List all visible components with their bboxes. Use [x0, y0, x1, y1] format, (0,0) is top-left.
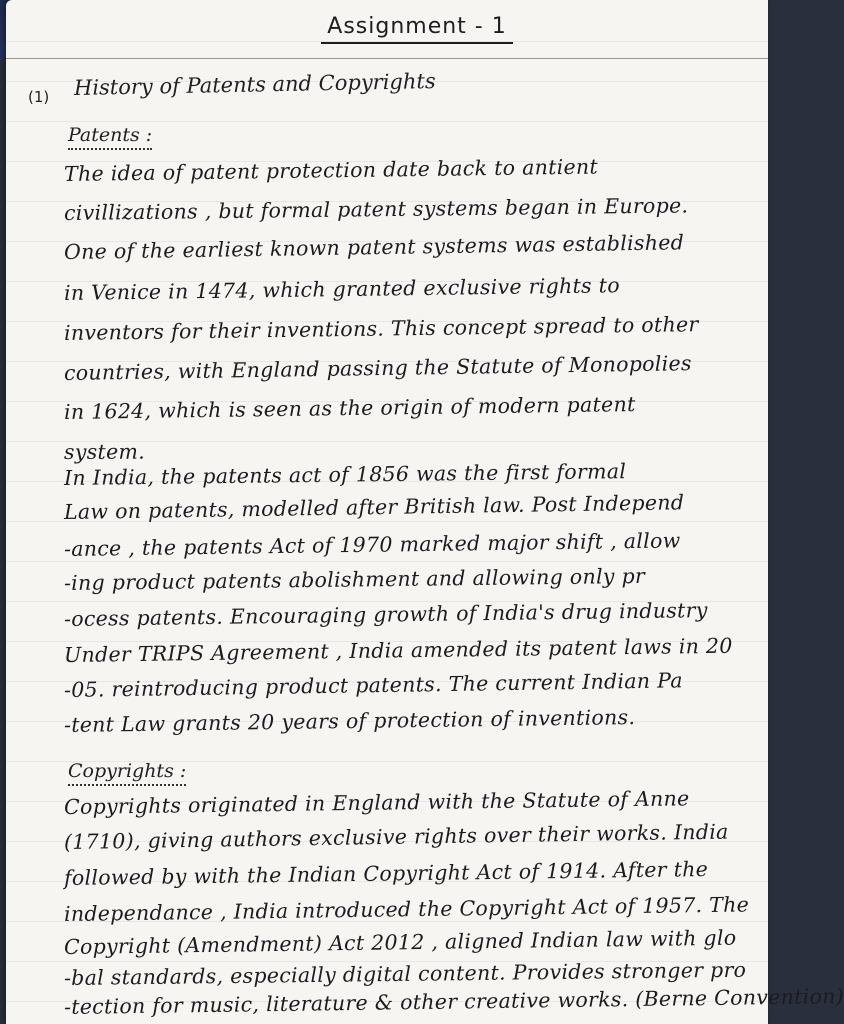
patents-line: In India, the patents act of 1856 was the first formal	[63, 459, 627, 490]
patents-line: Law on patents, modelled after British law. Post Independ	[63, 490, 685, 524]
question-title: History of Patents and Copyrights	[73, 69, 436, 100]
assignment-heading	[6, 14, 768, 44]
copyrights-line: -bal standards, especially digital content. Provides stronger pro	[63, 957, 747, 990]
patents-line: -ocess patents. Encouraging growth of India's drug industry	[63, 598, 708, 631]
patents-line: One of the earliest known patent systems was established	[63, 230, 685, 264]
patents-line: The idea of patent protection date back to antient	[63, 154, 599, 186]
copyrights-line: followed by with the Indian Copyright Act of 1914. After the	[63, 857, 709, 890]
copyrights-line: independance , India introduced the Copyright Act of 1957. The	[63, 892, 750, 926]
patents-line: in Venice in 1474, which granted exclusive rights to	[63, 273, 621, 305]
copyrights-line: (1710), giving authors exclusive rights over their works. India	[63, 819, 729, 854]
heading-rule	[6, 58, 768, 59]
patents-line: Under TRIPS Agreement , India amended its patent laws in 20	[63, 633, 733, 667]
patents-line: -ing product patents abolishment and allowing only pr	[63, 563, 646, 595]
patents-line: -05. reintroducing product patents. The current Indian Pa	[63, 668, 683, 702]
patents-line: inventors for their inventions. This concept spread to other	[63, 312, 699, 345]
copyrights-line: -tection for music, literature & other creative works. (Berne Convention)	[63, 984, 844, 1019]
patents-line: -ance , the patents Act of 1970 marked major shift , allow	[63, 528, 681, 561]
copyrights-heading: Copyrights :	[68, 760, 186, 786]
question-number: (1)	[28, 88, 50, 106]
patents-line: system.	[63, 439, 146, 464]
notebook-page	[6, 0, 844, 1024]
patents-heading: Patents :	[68, 124, 152, 150]
patents-line: countries, with England passing the Statute of Monopolies	[63, 351, 692, 385]
patents-line: civillizations , but formal patent systems began in Europe.	[63, 193, 689, 225]
patents-line: -tent Law grants 20 years of protection of inventions.	[63, 705, 636, 737]
assignment-heading-text: Assignment - 1	[321, 14, 512, 44]
copyrights-line: Copyrights originated in England with the Statute of Anne	[63, 786, 690, 819]
copyrights-line: Copyright (Amendment) Act 2012 , aligned Indian law with glo	[63, 925, 737, 959]
patents-line: in 1624, which is seen as the origin of modern patent	[63, 392, 636, 424]
